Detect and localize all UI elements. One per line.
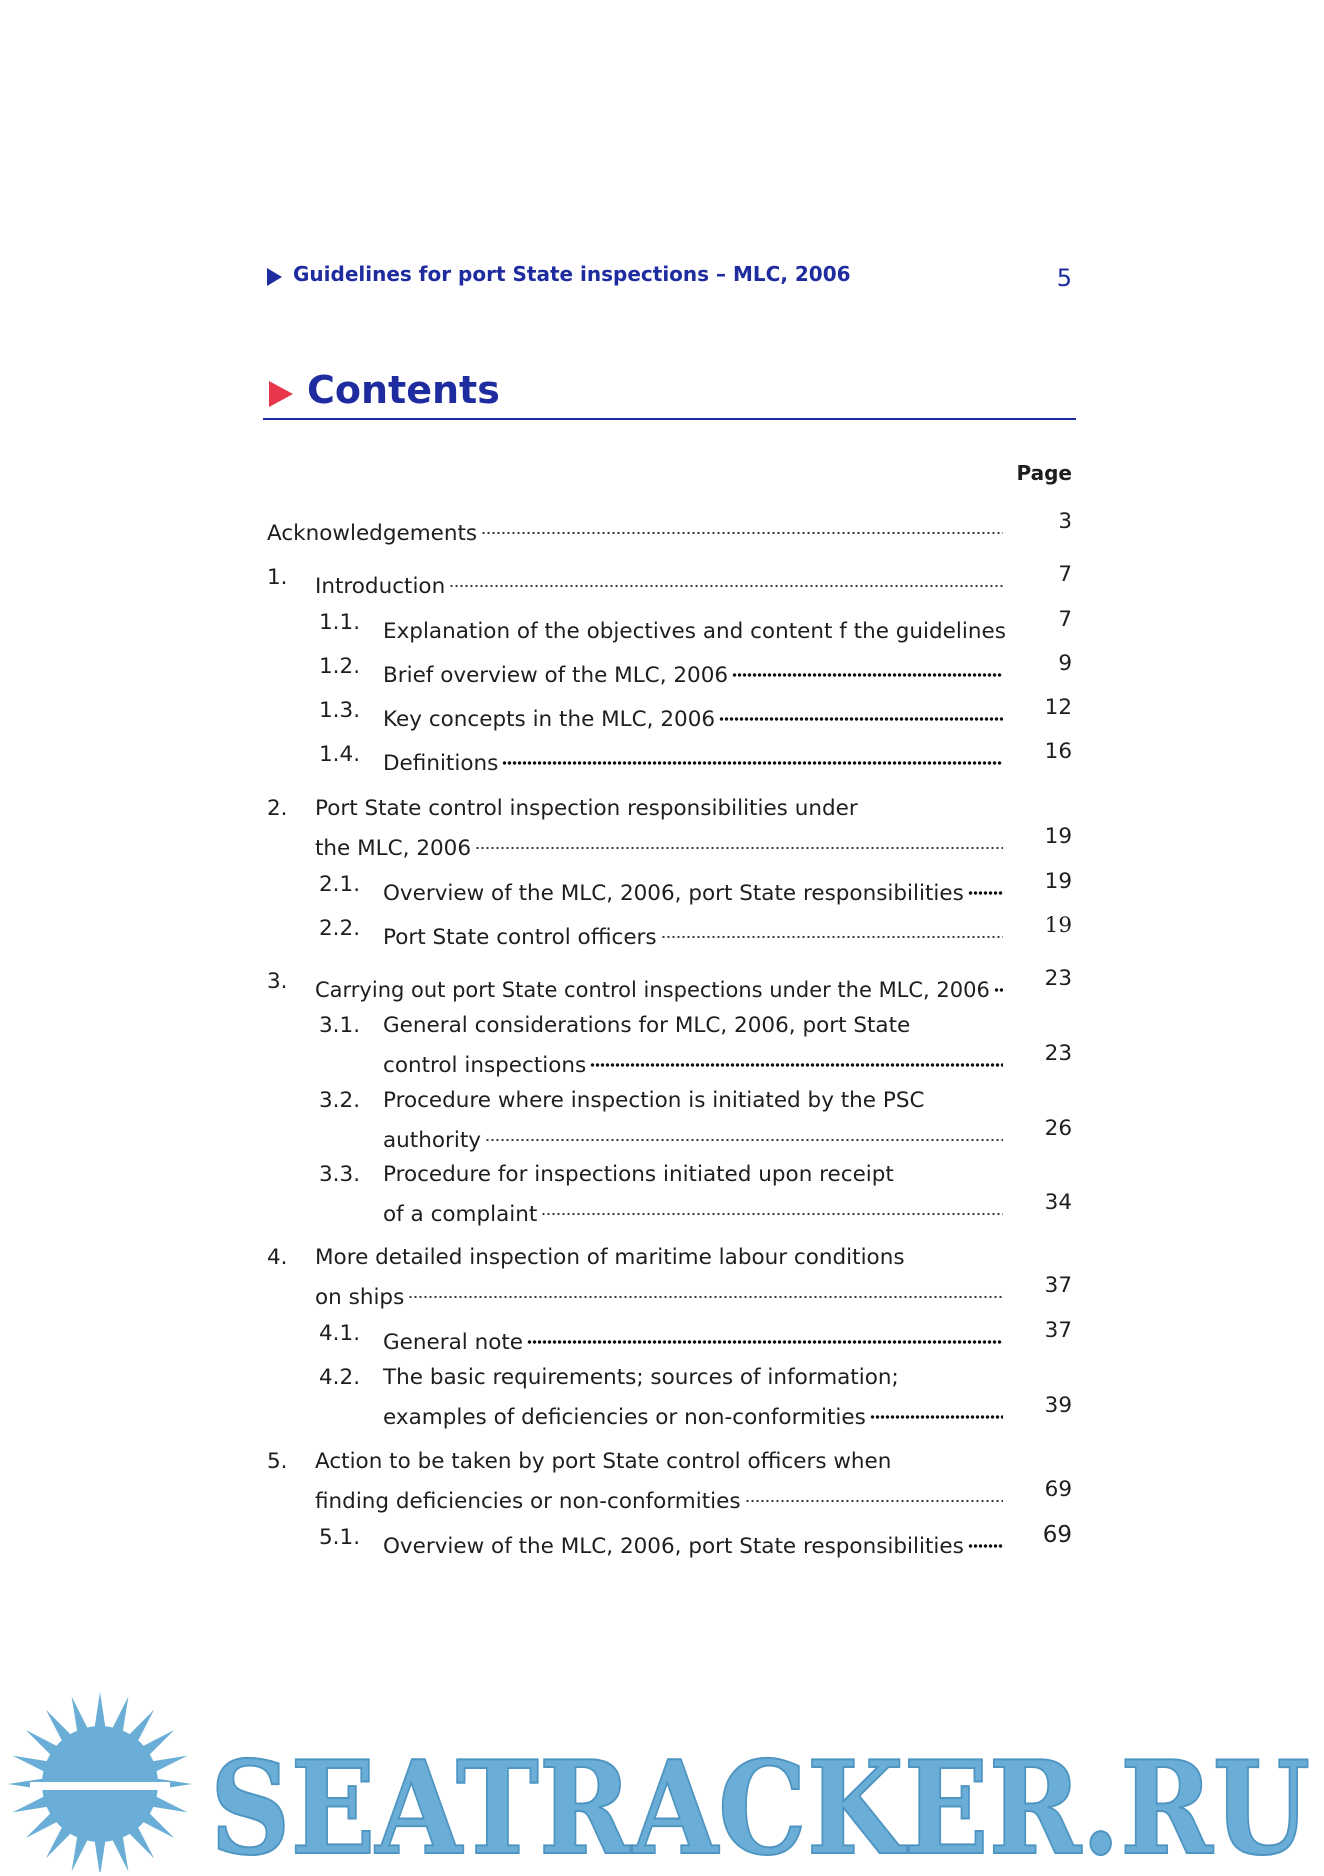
toc-entry-number: 3.2.	[319, 1088, 361, 1113]
toc-entry-page: 3	[1058, 509, 1072, 534]
dot-leader	[481, 509, 1003, 540]
toc-entry[interactable]	[383, 739, 1003, 779]
dot-leader	[719, 695, 1003, 726]
triangle-bullet-icon	[269, 381, 293, 407]
page-column-label: Page	[1016, 461, 1072, 485]
toc-entry-title: Acknowledgements	[267, 521, 478, 546]
toc-entry-page: 23	[1044, 966, 1072, 991]
toc-entry-number: 1.1.	[319, 610, 361, 635]
toc-entry[interactable]	[383, 1159, 1003, 1230]
toc-entry[interactable]	[383, 1522, 1003, 1562]
toc-entry-number: 5.	[267, 1449, 288, 1474]
dot-leader	[968, 1522, 1003, 1553]
toc-entry-title-cont: authority	[383, 1128, 481, 1153]
toc-entry-page: 7	[1058, 562, 1072, 587]
toc-entry-number: 3.	[267, 969, 288, 994]
dot-leader	[661, 913, 1003, 944]
toc-entry-title-cont: finding deficiencies or non-conformities	[315, 1489, 741, 1514]
toc-entry[interactable]	[383, 651, 1003, 691]
toc-entry[interactable]	[315, 966, 1003, 1006]
toc-entry-title: Port State control inspection responsibilities under	[315, 796, 858, 821]
toc-entry[interactable]	[383, 695, 1003, 735]
toc-entry[interactable]	[267, 509, 1003, 549]
toc-entry-page: 7	[1058, 607, 1072, 632]
toc-entry-title-cont: control inspections	[383, 1053, 587, 1078]
running-header	[267, 262, 1072, 292]
heading-divider	[263, 418, 1076, 420]
toc-entry-title-cont: of a complaint	[383, 1202, 538, 1227]
toc-entry-number: 1.2.	[319, 654, 361, 679]
toc-entry-number: 2.2.	[319, 916, 361, 941]
toc-entry-page: 39	[1044, 1393, 1072, 1418]
toc-entry-title: Port State control officers	[383, 925, 657, 950]
toc-entry-page: 9	[1058, 651, 1072, 676]
toc-entry-page: 12	[1044, 695, 1072, 720]
toc-entry[interactable]	[383, 607, 1006, 647]
toc-entry-title: Definitions	[383, 751, 499, 776]
dot-leader	[968, 869, 1003, 900]
toc-entry-title: Procedure for inspections initiated upon receipt	[383, 1162, 894, 1187]
toc-entry-page: 34	[1044, 1190, 1072, 1215]
toc-entry-page: 23	[1044, 1041, 1072, 1066]
toc-entry[interactable]	[383, 1085, 1003, 1156]
dot-leader	[745, 1477, 1003, 1508]
toc-entry-page: 16	[1044, 739, 1072, 764]
dot-leader	[994, 966, 1003, 997]
toc-entry-title: Overview of the MLC, 2006, port State responsibilities	[383, 881, 964, 906]
watermark-text: SEATRACKER.RU	[210, 1734, 1310, 1872]
toc-entry-title: Procedure where inspection is initiated by the PSC	[383, 1088, 925, 1113]
dot-leader	[870, 1393, 1003, 1424]
dot-leader	[732, 651, 1003, 682]
toc-entry[interactable]	[315, 1242, 1003, 1313]
dot-leader	[590, 1041, 1003, 1072]
toc-entry-number: 2.	[267, 796, 288, 821]
toc-entry-page: 37	[1044, 1273, 1072, 1298]
toc-entry-page: 19	[1044, 824, 1072, 849]
toc-entry-title: Explanation of the objectives and content f the guidelines	[383, 619, 1006, 644]
toc-entry-number: 4.1.	[319, 1321, 361, 1346]
page-title: Contents	[307, 368, 500, 412]
dot-leader	[485, 1116, 1003, 1147]
toc-entry-title-cont: on ships	[315, 1285, 405, 1310]
dot-leader	[541, 1190, 1003, 1221]
toc-entry-title: Introduction	[315, 574, 446, 599]
toc-entry-number: 4.2.	[319, 1365, 361, 1390]
toc-entry-number: 5.1.	[319, 1525, 361, 1550]
toc-entry-title: The basic requirements; sources of information;	[383, 1365, 899, 1390]
toc-entry[interactable]	[315, 1446, 1003, 1517]
dot-leader	[502, 739, 1003, 770]
toc-entry-title: Carrying out port State control inspections under the MLC, 2006	[315, 978, 990, 1002]
toc-entry-title: Brief overview of the MLC, 2006	[383, 663, 729, 688]
dot-leader	[408, 1273, 1003, 1304]
toc-entry-number: 2.1.	[319, 872, 361, 897]
toc-entry[interactable]	[315, 562, 1003, 602]
toc-entry-number: 1.3.	[319, 698, 361, 723]
toc-entry-title: Overview of the MLC, 2006, port State responsibilities	[383, 1534, 964, 1559]
toc-entry-title: Key concepts in the MLC, 2006	[383, 707, 716, 732]
toc-entry-title: General considerations for MLC, 2006, port State	[383, 1013, 911, 1038]
toc-entry-title: More detailed inspection of maritime labour conditions	[315, 1245, 905, 1270]
toc-entry-title: General note	[383, 1330, 524, 1355]
page-number: 5	[1056, 264, 1072, 292]
dot-leader	[527, 1318, 1003, 1349]
toc-entry-page: 19	[1044, 913, 1072, 938]
toc-entry-page: 37	[1044, 1318, 1072, 1343]
toc-entry-title: Action to be taken by port State control officers when	[315, 1449, 892, 1474]
sun-icon	[8, 1692, 192, 1872]
toc-entry-number: 4.	[267, 1245, 288, 1270]
toc-entry-number: 3.3.	[319, 1162, 361, 1187]
toc-entry[interactable]	[383, 1362, 1003, 1433]
toc-entry[interactable]	[383, 913, 1003, 953]
watermark	[0, 1690, 1324, 1872]
toc-entry[interactable]	[383, 869, 1003, 909]
toc-entry-page: 69	[1042, 1522, 1072, 1548]
toc-entry-number: 1.4.	[319, 742, 361, 767]
toc-entry-title-cont: the MLC, 2006	[315, 836, 472, 861]
toc-entry[interactable]	[383, 1010, 1003, 1081]
toc-entry-number: 1.	[267, 565, 288, 590]
toc-entry[interactable]	[315, 793, 1003, 864]
toc-entry-page: 19	[1044, 869, 1072, 894]
triangle-bullet-icon	[267, 268, 282, 286]
toc-entry[interactable]	[383, 1318, 1003, 1358]
running-title: Guidelines for port State inspections – MLC, 2006	[293, 262, 851, 286]
toc-entry-title-cont: examples of deficiencies or non-conformities	[383, 1405, 866, 1430]
toc-entry-number: 3.1.	[319, 1013, 361, 1038]
watermark-graphic	[0, 1690, 1324, 1872]
dot-leader	[475, 824, 1003, 855]
dot-leader	[449, 562, 1003, 593]
toc-entry-page: 69	[1044, 1477, 1072, 1502]
toc-entry-page: 26	[1044, 1116, 1072, 1141]
